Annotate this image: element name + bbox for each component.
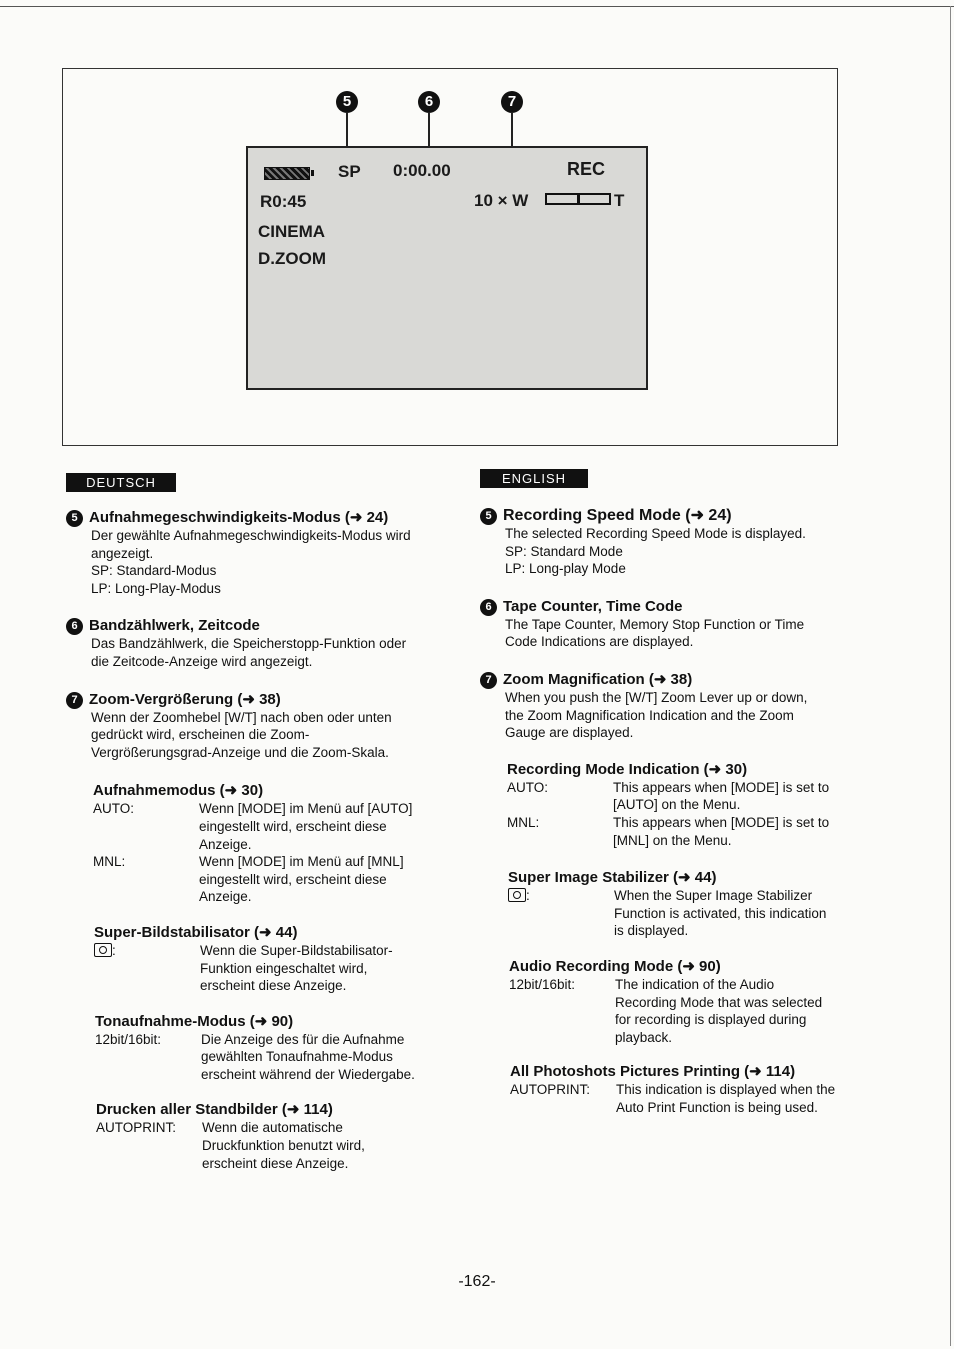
lcd-tape-counter: 0:00.00 (393, 161, 451, 180)
lcd-dzoom: D.ZOOM (258, 249, 326, 268)
de-section-6 (66, 616, 446, 670)
en-rec-mode (480, 760, 880, 849)
en-section-6 (480, 597, 880, 651)
en-s5-line: SP: Standard Mode (505, 543, 623, 559)
en-s7-line: the Zoom Magnification Indication and the Zoom (505, 707, 794, 723)
de-print-key: AUTOPRINT: (96, 1120, 177, 1136)
en-audio-key: 12bit/16bit: (509, 976, 576, 992)
de-s5-line: LP: Long-Play-Modus (91, 580, 221, 596)
de-audio-line: gewählten Tonaufnahme-Modus (201, 1049, 393, 1065)
page-number: -162- (458, 1273, 496, 1290)
de-rec-auto-key: AUTO: (93, 801, 135, 817)
stabilizer-icon (94, 943, 112, 957)
en-print-key: AUTOPRINT: (510, 1082, 591, 1098)
de-s7-line: gedrückt wird, erscheinen die Zoom- (91, 727, 310, 743)
de-audio (66, 1012, 446, 1084)
callout-7: 7 (501, 91, 523, 113)
num-5-icon: 5 (66, 510, 83, 527)
en-section-5 (480, 506, 880, 578)
english-column (480, 506, 880, 1116)
de-s6-line: die Zeitcode-Anzeige wird angezeigt. (91, 653, 313, 669)
en-s7-title: Zoom Magnification (➜ 38) (503, 670, 693, 688)
de-audio-title: Tonaufnahme-Modus (➜ 90) (95, 1012, 294, 1030)
de-s6-title: Bandzählwerk, Zeitcode (89, 617, 260, 635)
de-s5-line: angezeigt. (91, 545, 154, 561)
lcd-zoom-tele: T (614, 191, 625, 210)
en-stab-title: Super Image Stabilizer (➜ 44) (508, 869, 717, 887)
de-rec-mnl-line: Anzeige. (199, 889, 252, 905)
en-print-line: Auto Print Function is being used. (616, 1099, 818, 1115)
de-audio-line: Die Anzeige des für die Aufnahme (201, 1031, 405, 1047)
lcd-cinema: CINEMA (258, 222, 326, 241)
en-stabilizer (480, 868, 880, 940)
battery-icon (264, 167, 310, 180)
de-rec-mnl-row (93, 853, 446, 906)
de-rec-auto-line: Anzeige. (199, 836, 252, 852)
en-s6-line: Code Indications are displayed. (505, 634, 694, 650)
de-print-line: erscheint diese Anzeige. (202, 1155, 349, 1171)
english-tag: ENGLISH (480, 469, 588, 488)
zoom-gauge (545, 193, 611, 205)
callout-5: 5 (336, 91, 358, 113)
lcd-zoom-magnification: 10 × W (474, 191, 529, 210)
de-rec-auto-line: eingestellt wird, erscheint diese (199, 818, 387, 834)
de-section-7 (66, 690, 446, 762)
de-s5-title: Aufnahmegeschwindigkeits-Modus (➜ 24) (89, 509, 389, 526)
en-audio (480, 957, 880, 1046)
en-audio-line: Recording Mode that was selected (615, 994, 823, 1010)
de-audio-key: 12bit/16bit: (95, 1031, 162, 1047)
en-section-7 (480, 670, 880, 742)
lcd-remaining: R0:45 (260, 192, 307, 211)
en-rec-auto-line: This appears when [MODE] is set to (613, 779, 830, 795)
en-rec-auto-key: AUTO: (507, 779, 549, 795)
deutsch-tag: DEUTSCH (66, 473, 176, 492)
en-s5-title: Recording Speed Mode (➜ 24) (503, 507, 732, 524)
de-stab-line: erscheint diese Anzeige. (200, 978, 347, 994)
en-rec-mnl-line: [MNL] on the Menu. (613, 832, 732, 848)
num-5-icon: 5 (480, 508, 497, 525)
de-rec-mode-title: Aufnahmemodus (➜ 30) (93, 782, 264, 800)
de-section-5 (66, 508, 446, 597)
de-stab-title: Super-Bildstabilisator (➜ 44) (94, 923, 298, 941)
de-print-line: Druckfunktion benutzt wird, (202, 1138, 365, 1154)
top-border-line (0, 6, 954, 7)
en-s5-line: LP: Long-play Mode (505, 561, 626, 577)
de-s7-title: Zoom-Vergrößerung (➜ 38) (89, 690, 281, 708)
de-s5-line: Der gewählte Aufnahmegeschwindigkeits-Modus wird (91, 528, 411, 543)
de-stab-key: : (112, 942, 116, 958)
de-print-title: Drucken aller Standbilder (➜ 114) (96, 1101, 333, 1119)
de-s5-line: SP: Standard-Modus (91, 563, 217, 579)
zoom-gauge-knob (577, 193, 580, 205)
en-audio-line: The indication of the Audio (615, 976, 775, 992)
lcd-screen (246, 146, 648, 390)
en-s5-line: The selected Recording Speed Mode is displayed. (505, 526, 806, 541)
en-audio-line: playback. (615, 1029, 673, 1045)
num-6-icon: 6 (66, 618, 83, 635)
en-stab-key: : (526, 888, 530, 904)
en-rec-mnl-key: MNL: (507, 814, 540, 830)
de-audio-line: erscheint während der Wiedergabe. (201, 1066, 415, 1082)
en-rec-mnl-line: This appears when [MODE] is set to (613, 814, 830, 830)
deutsch-column (66, 508, 446, 1172)
stabilizer-icon (508, 888, 526, 902)
en-stab-line: When the Super Image Stabilizer (614, 888, 813, 904)
en-audio-title: Audio Recording Mode (➜ 90) (509, 957, 721, 975)
en-rec-auto-line: [AUTO] on the Menu. (613, 797, 741, 813)
de-rec-mnl-key: MNL: (93, 854, 126, 870)
de-stabilizer (66, 923, 446, 995)
en-print-title: All Photoshots Pictures Printing (➜ 114) (510, 1063, 796, 1081)
en-rec-mode-title: Recording Mode Indication (➜ 30) (507, 760, 748, 778)
en-s6-line: The Tape Counter, Memory Stop Function or Time (505, 616, 805, 632)
en-stab-line: Function is activated, this indication (614, 905, 827, 921)
en-print-line: This indication is displayed when the (616, 1082, 836, 1098)
num-7-icon: 7 (480, 672, 497, 689)
de-rec-auto-line: Wenn [MODE] im Menü auf [AUTO] (199, 801, 413, 817)
en-print (480, 1062, 880, 1116)
en-stab-line: is displayed. (614, 923, 689, 939)
de-stab-line: Funktion eingeschaltet wird, (200, 960, 368, 976)
de-stab-line: Wenn die Super-Bildstabilisator- (200, 942, 393, 958)
num-7-icon: 7 (66, 692, 83, 709)
de-s7-line: Wenn der Zoomhebel [W/T] nach oben oder unten (91, 709, 392, 725)
en-s7-line: When you push the [W/T] Zoom Lever up or down, (505, 689, 808, 705)
lcd-rec-indicator: REC (567, 159, 606, 179)
en-s6-title: Tape Counter, Time Code (503, 597, 683, 615)
de-s7-line: Vergrößerungsgrad-Anzeige und die Zoom-Skala. (91, 744, 389, 760)
en-s7-line: Gauge are displayed. (505, 725, 634, 741)
num-6-icon: 6 (480, 599, 497, 616)
de-rec-mnl-line: Wenn [MODE] im Menü auf [MNL] (199, 854, 404, 870)
de-rec-mode (66, 781, 446, 906)
right-border-line (950, 6, 951, 1346)
lcd-speed-mode: SP (338, 162, 361, 181)
de-s6-line: Das Bandzählwerk, die Speicherstopp-Funktion oder (91, 636, 407, 652)
de-print (66, 1100, 446, 1172)
de-rec-auto-row (93, 800, 446, 853)
en-audio-line: for recording is displayed during (615, 1012, 807, 1028)
de-rec-mnl-line: eingestellt wird, erscheint diese (199, 871, 387, 887)
callout-6: 6 (418, 91, 440, 113)
de-print-line: Wenn die automatische (202, 1120, 343, 1136)
